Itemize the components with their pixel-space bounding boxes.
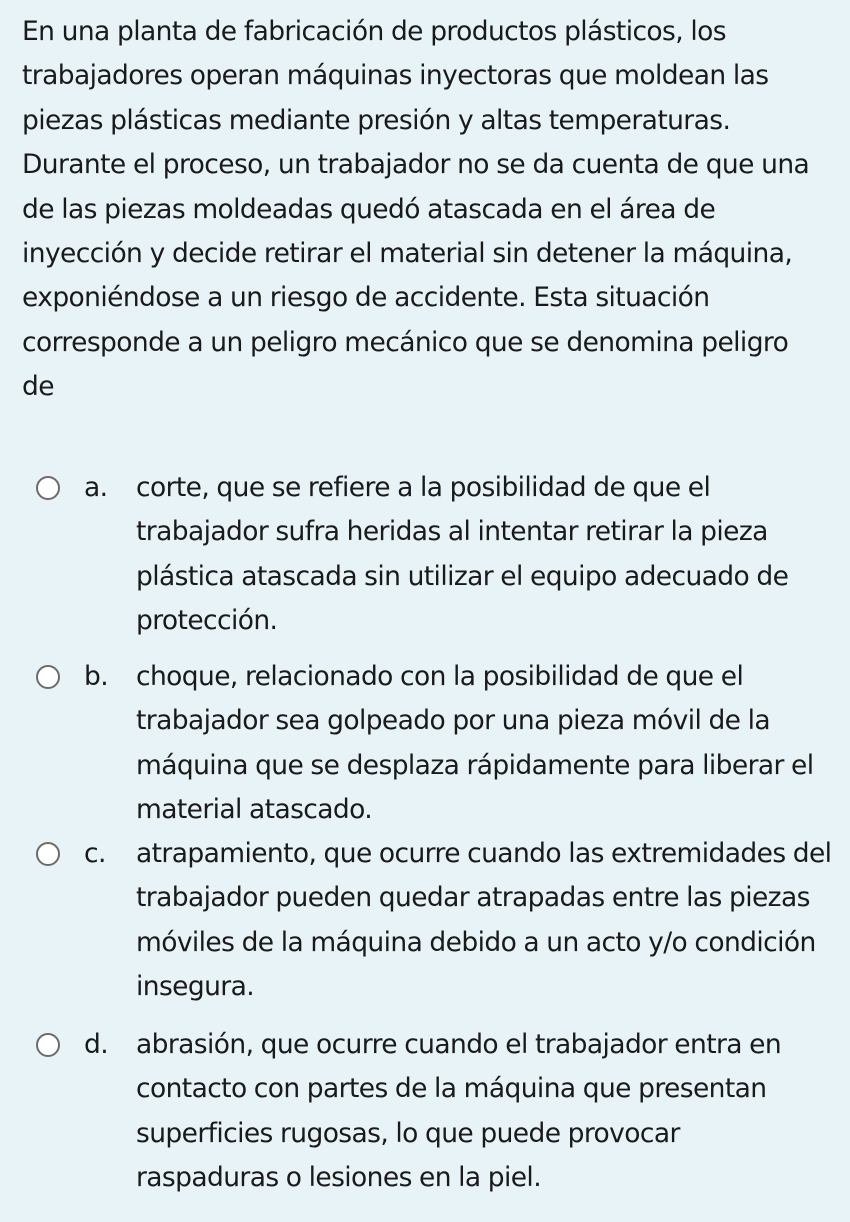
radio-button-c[interactable]	[36, 842, 60, 866]
radio-button-d[interactable]	[36, 1033, 60, 1057]
question-line: En una planta de fabricación de productos plásticos, los	[22, 16, 726, 47]
option-line: abrasión, que ocurre cuando el trabajador entra en	[136, 1029, 782, 1060]
option-line: superficies rugosas, lo que puede provocar	[136, 1117, 680, 1149]
option-line: material atascado.	[136, 794, 373, 826]
option-text	[136, 655, 850, 833]
option-line: atrapamiento, que ocurre cuando las extremidades del	[136, 838, 832, 869]
option-line: contacto con partes de la máquina que presentan	[136, 1073, 767, 1105]
option-line: máquina que se desplaza rápidamente para liberar el	[136, 749, 814, 781]
question-line: piezas plásticas mediante presión y altas temperaturas.	[22, 104, 731, 136]
question-line: exponiéndose a un riesgo de accidente. Esta situación	[22, 282, 710, 314]
option-letter: c.	[84, 838, 106, 869]
radio-button-a[interactable]	[36, 476, 60, 500]
option-line: corte, que se refiere a la posibilidad de que el	[136, 472, 711, 503]
question-line: de las piezas moldeadas quedó atascada en el área de	[22, 193, 716, 225]
option-line: insegura.	[136, 971, 255, 1003]
option-letter: d.	[84, 1029, 109, 1060]
option-line: trabajador sea golpeado por una pieza móvil de la	[136, 705, 771, 737]
option-text	[136, 832, 850, 1010]
option-letter: b.	[84, 661, 109, 692]
option-line: trabajador pueden quedar atrapadas entre las piezas	[136, 882, 810, 914]
option-line: raspaduras o lesiones en la piel.	[136, 1162, 542, 1194]
question-line: inyección y decide retirar el material sin detener la máquina,	[22, 238, 793, 270]
option-text	[136, 1023, 850, 1201]
option-line: móviles de la máquina debido a un acto y/o condición	[136, 926, 816, 958]
question-line: corresponde a un peligro mecánico que se denomina peligro	[22, 326, 789, 358]
question-line: trabajadores operan máquinas inyectoras que moldean las	[22, 60, 769, 92]
option-letter: a.	[84, 472, 108, 503]
question-line: Durante el proceso, un trabajador no se da cuenta de que una	[22, 149, 810, 181]
option-line: protección.	[136, 605, 278, 637]
option-line: plástica atascada sin utilizar el equipo adecuado de	[136, 560, 789, 592]
option-line: trabajador sufra heridas al intentar retirar la pieza	[136, 516, 768, 548]
question-line: de	[22, 371, 54, 403]
radio-button-b[interactable]	[36, 665, 60, 689]
option-line: choque, relacionado con la posibilidad de que el	[136, 661, 744, 692]
option-text	[136, 466, 850, 644]
